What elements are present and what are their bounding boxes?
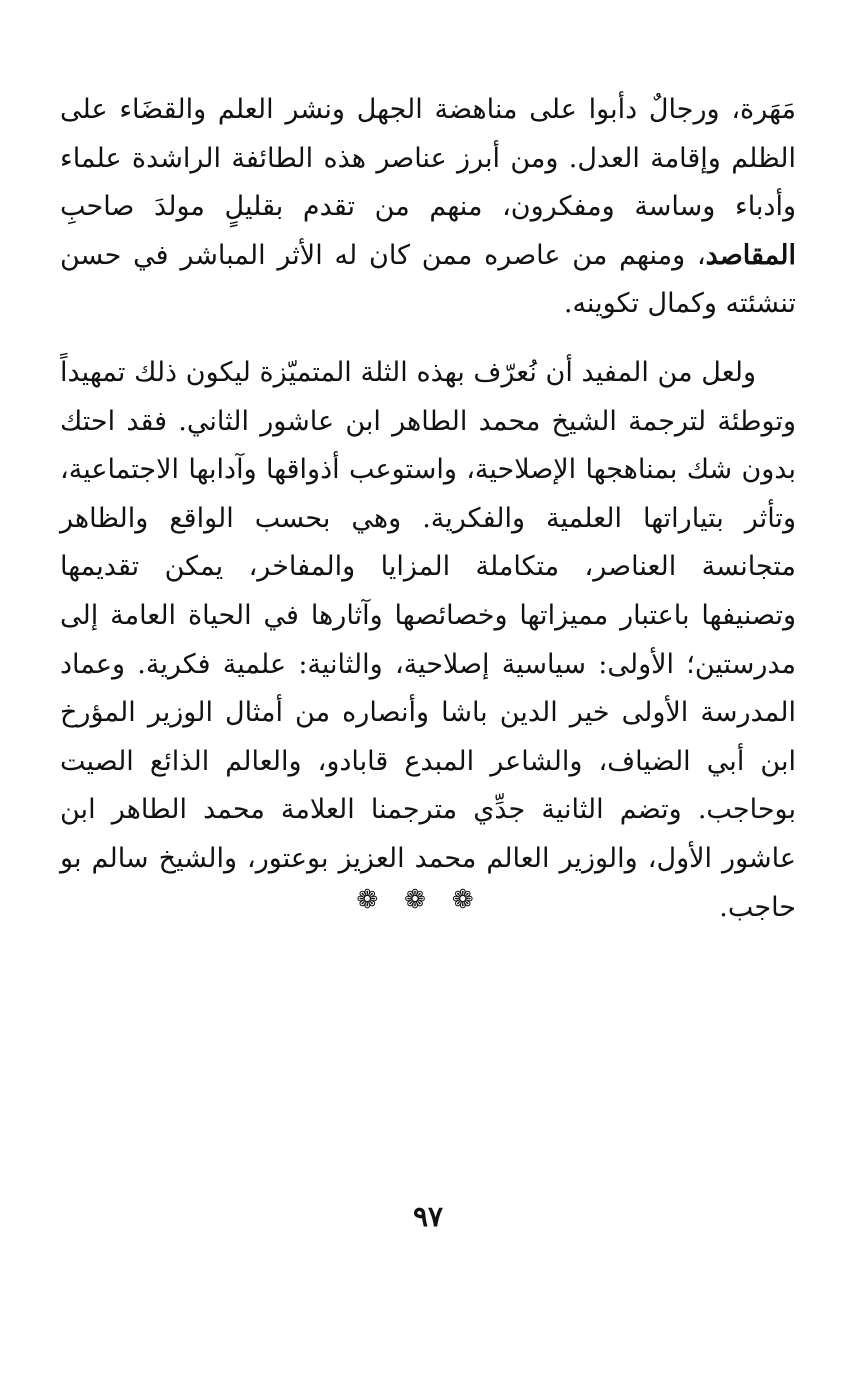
page-number: ٩٧ bbox=[412, 1200, 444, 1233]
paragraph-2-text: ولعل من المفيد أن نُعرّف بهذه الثلة المتميّزة ليكون ذلك تمهيداً وتوطئة لترجمة الشيخ محمد الطاهر ابن عاشور الثاني. فقد احتك بدون شك بمناهجها الإصلاحية، واستوعب أذواقها وآدابها الاجتماعية، وتأثر بتياراتها العلمية والفكرية. وهي بحسب الواقع والظاهر متجانسة العناصر، متكاملة المزايا والمفاخر، يمكن تقديمها وتصنيفها باعتبار مميزاتها وخصائصها وآثارها في الحياة العامة إلى مدرستين؛ الأولى: سياسية إصلاحية، والثانية: علمية فكرية. وعماد المدرسة الأولى خير الدين باشا وأنصاره من أمثال الوزير المؤرخ ابن أبي الضياف، والشاعر المبدع قابادو، والعالم الذائع الصيت بوحاجب. وتضم الثانية جدِّي مترجمنا العلامة محمد الطاهر ابن عاشور الأول، والوزير العالم محمد العزيز بوعتور، والشيخ سالم بو حاجب. bbox=[60, 356, 796, 923]
paragraph-1-text-after: ، ومنهم من عاصره ممن كان له الأثر المباشر في حسن تنشئته وكمال تكوينه. bbox=[60, 239, 796, 320]
section-divider-ornament: ❁❁❁ bbox=[356, 885, 500, 915]
paragraph-1 bbox=[60, 86, 796, 329]
paragraph-2 bbox=[60, 349, 796, 932]
page-body bbox=[60, 86, 796, 1380]
bold-term: المقاصد bbox=[705, 239, 796, 271]
paragraph-1-text-before: مَهَرة، ورجالٌ دأبوا على مناهضة الجهل ونشر العلم والقضَاء على الظلم وإقامة العدل. ومن أبرز عناصر هذه الطائفة الراشدة علماء وأدباء وساسة ومفكرون، منهم من تقدم بقليلٍ مولدَ صاحبِ bbox=[60, 94, 796, 223]
